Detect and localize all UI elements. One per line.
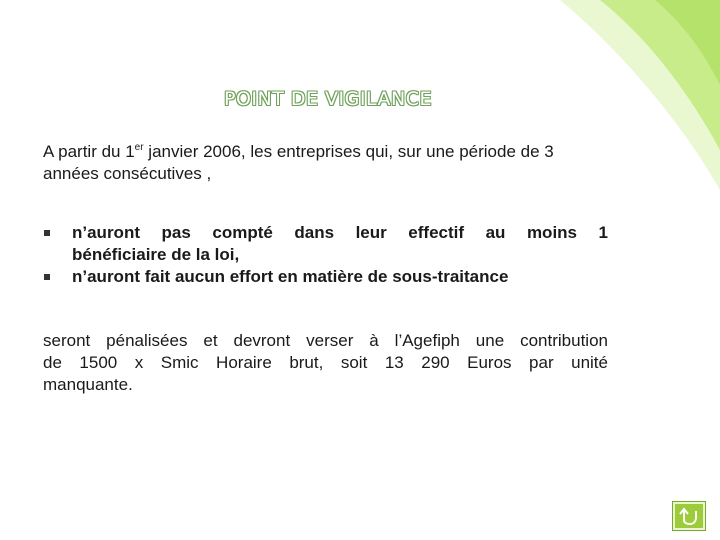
- intro-text-start: A partir du 1: [43, 142, 135, 161]
- intro-paragraph: [43, 141, 608, 185]
- conclusion-paragraph: [43, 330, 608, 396]
- conclusion-line-3: manquante.: [43, 375, 133, 394]
- bullet-1-line-2: bénéficiaire de la loi,: [72, 245, 240, 264]
- conclusion-line-2: de 1500 x Smic Horaire brut, soit 13 290 Euros par unité: [43, 353, 608, 372]
- intro-text-end: janvier 2006, les entreprises qui, sur une période de 3 années consécutives ,: [43, 142, 554, 183]
- bullet-marker-icon: [44, 230, 50, 236]
- return-button[interactable]: [673, 502, 705, 530]
- list-item: [43, 222, 608, 266]
- slide-title: POINT DE VIGILANCE: [224, 88, 432, 110]
- bullet-2-text: n’auront fait aucun effort en matière de sous-traitance: [72, 267, 509, 286]
- condition-list: [43, 222, 608, 288]
- conclusion-line-1: seront pénalisées et devront verser à l’Agefiph une contribution: [43, 331, 608, 350]
- bullet-1-line-1: n’auront pas compté dans leur effectif au moins 1: [72, 223, 608, 242]
- return-arrow-icon: [678, 506, 700, 526]
- bullet-marker-icon: [44, 274, 50, 280]
- intro-superscript: er: [134, 142, 144, 153]
- list-item: [43, 266, 608, 288]
